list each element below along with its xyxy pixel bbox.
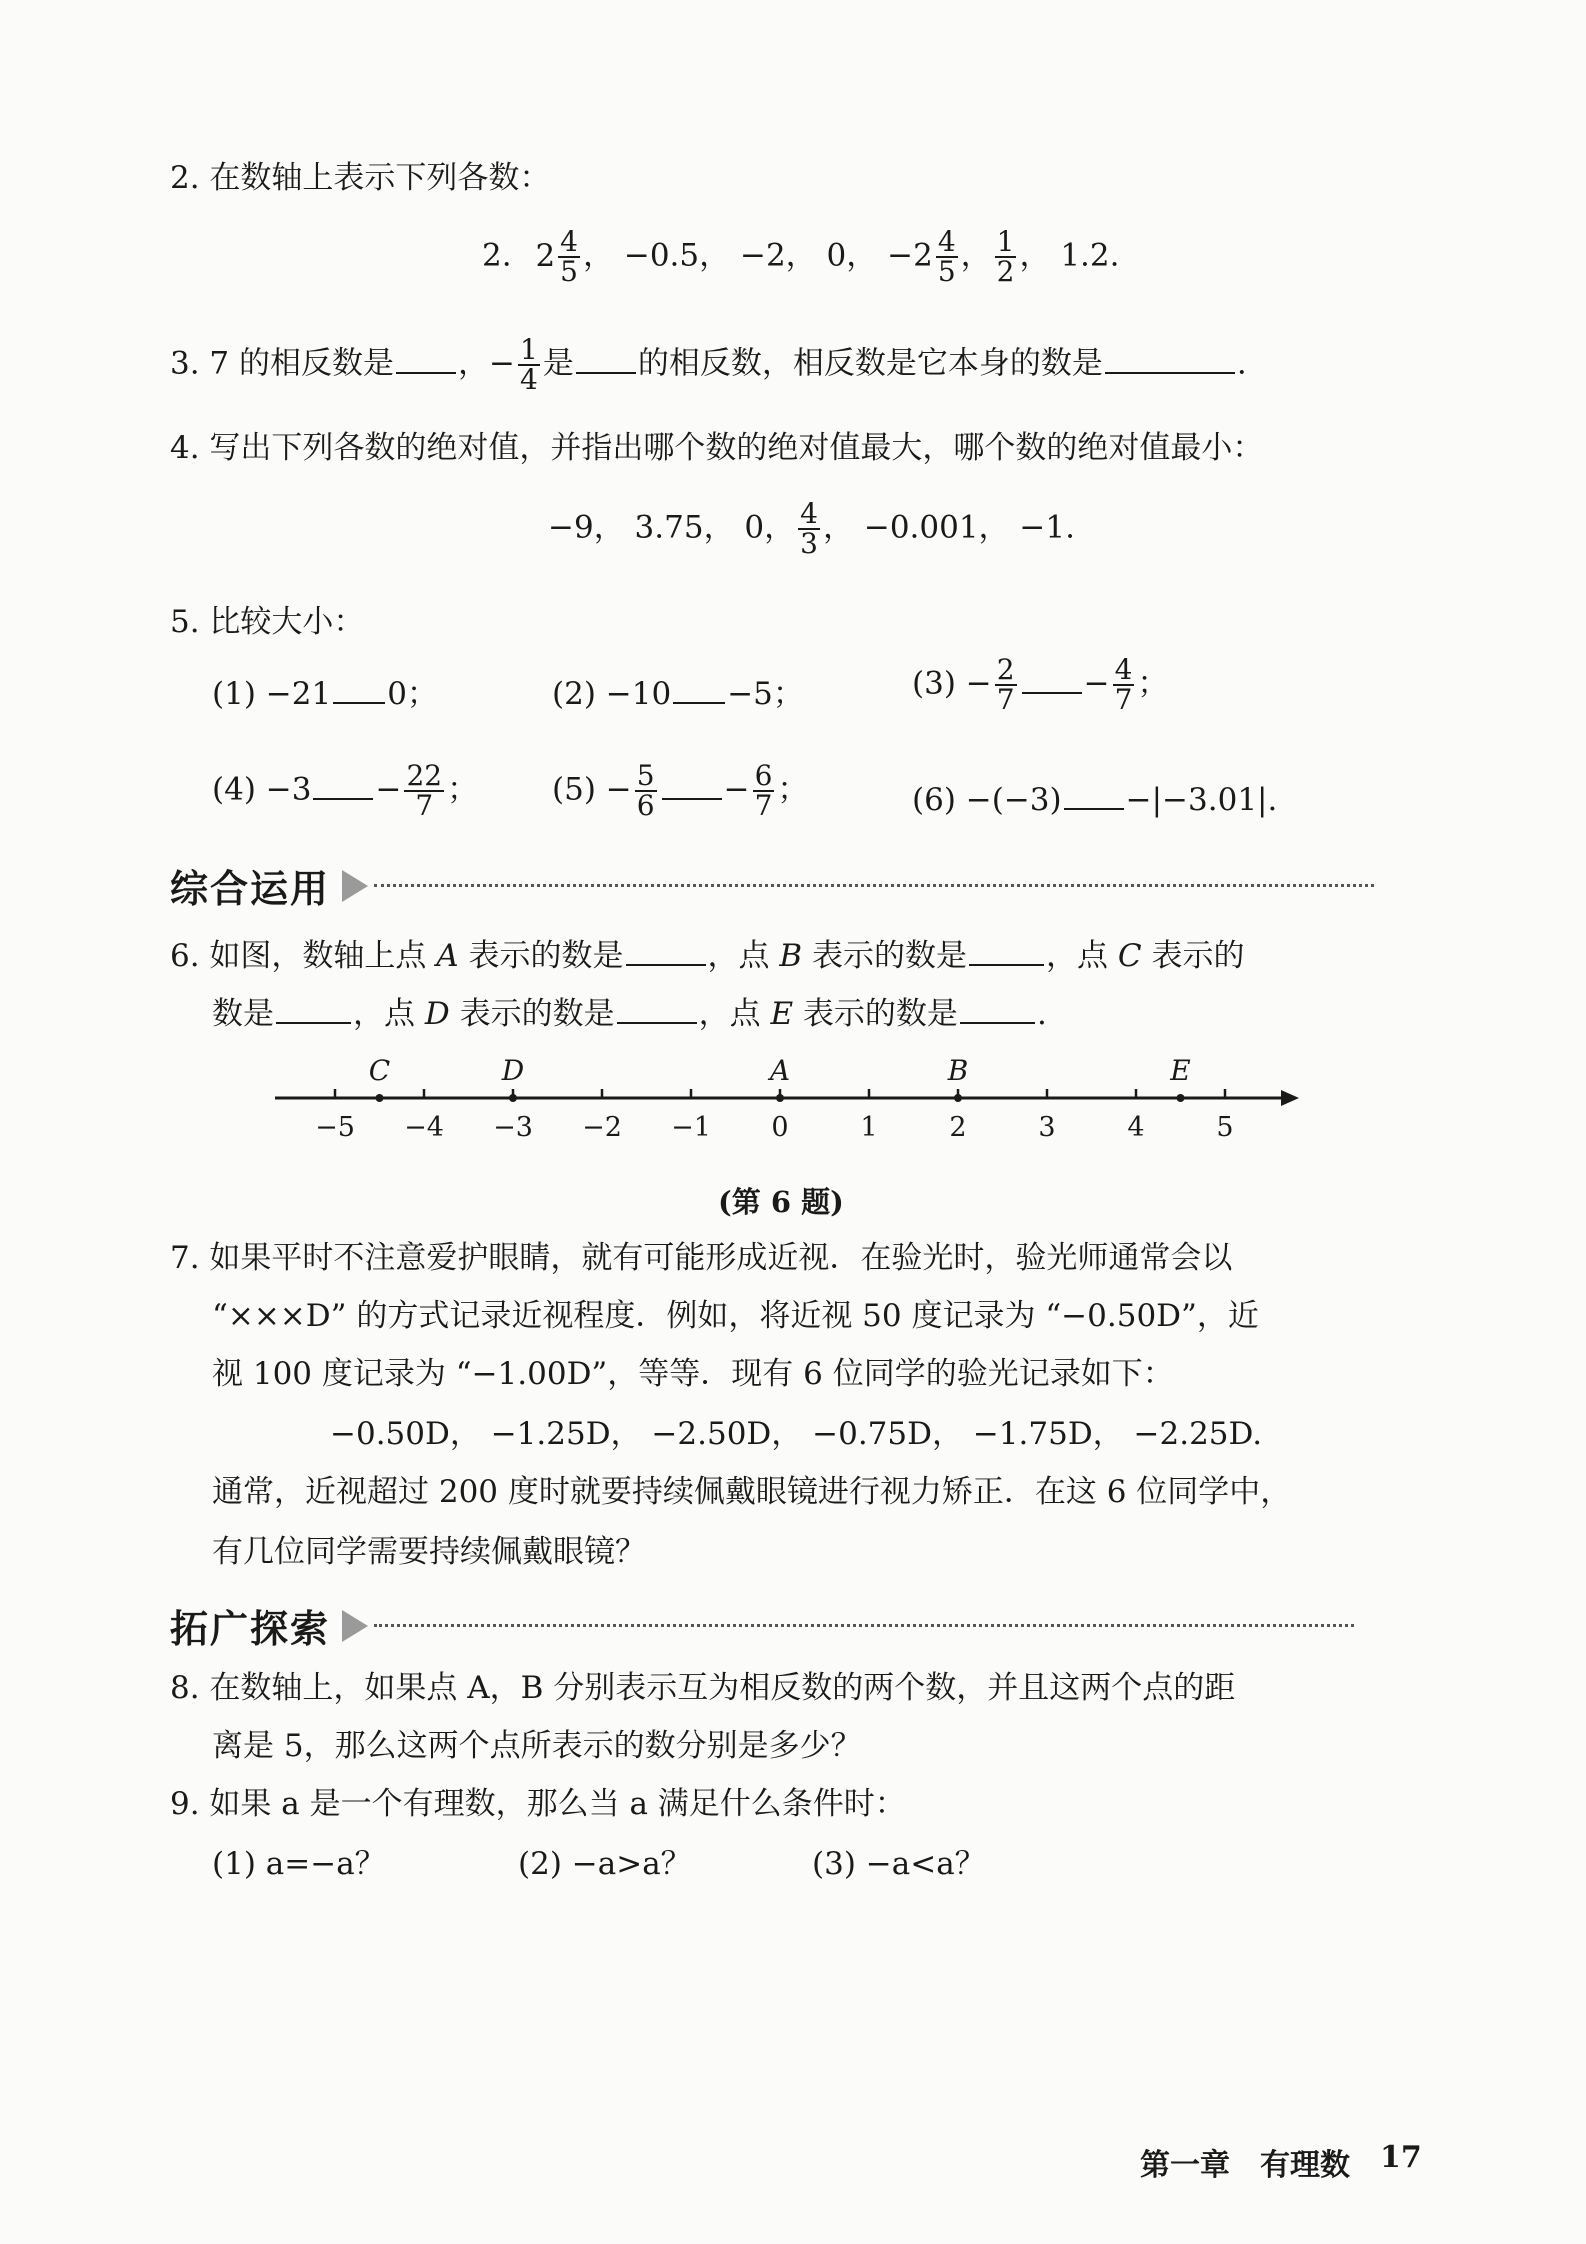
number-line-point-label: A — [769, 1054, 791, 1087]
number-line-arrow-icon — [1281, 1090, 1299, 1106]
q5-blank-3[interactable] — [1022, 691, 1082, 694]
q5-blank-2[interactable] — [673, 701, 725, 704]
q2-frac-1: $\frac{4}{5}$ — [560, 225, 578, 288]
q5-blank-6[interactable] — [1064, 807, 1124, 810]
q6-t4: 表示的数是 — [802, 938, 968, 974]
q6-point-B: B — [779, 938, 803, 974]
q5-p5-mid: − — [723, 771, 750, 808]
q3-blank-1[interactable] — [396, 371, 456, 374]
section-dotted-rule — [374, 884, 1374, 887]
q6-point-A: A — [436, 938, 459, 974]
q6-t11: 表示的数是 — [793, 996, 958, 1032]
section-arrow-icon-2 — [342, 1610, 368, 1642]
q5-p1-right: 0； — [387, 676, 438, 712]
number-line-point-label: B — [947, 1054, 969, 1087]
q6-point-E: E — [770, 996, 794, 1032]
q7-records: −0.50D， −1.25D， −2.50D， −0.75D， −1.75D， −2.25D. — [330, 1416, 1263, 1452]
q9-part-3: (3) −a<a？ — [812, 1846, 986, 1882]
q5-p3-left: (3) − — [912, 665, 992, 702]
q5-stem: 5. 比较大小： — [170, 604, 365, 640]
q2-rest: ， −0.5， −2， 0， −2 — [583, 237, 933, 274]
q7-line-6: 有几位同学需要持续佩戴眼镜？ — [212, 1534, 646, 1570]
q5-p2-left: (2) −10 — [552, 676, 672, 712]
q5-p5-frac-2: $\frac{6}{7}$ — [754, 759, 773, 822]
section-title: 综合运用 — [170, 867, 331, 911]
q6-t6: 表示的 — [1141, 938, 1245, 974]
q5-p3-frac-2: $\frac{4}{7}$ — [1114, 653, 1133, 716]
q5-p6-right: −|−3.01|. — [1125, 782, 1278, 818]
q3-text-e: . — [1236, 345, 1247, 382]
q4-text-b: ， −0.001， −1. — [822, 509, 1075, 546]
q4-numbers — [548, 497, 1075, 560]
q6-t5: ，点 — [1046, 938, 1118, 974]
number-line-tick-label: 5 — [1216, 1112, 1234, 1143]
number-line-tick-label: −2 — [582, 1112, 622, 1143]
q2-sep: ， — [960, 237, 992, 274]
q6-line-2 — [212, 996, 1047, 1033]
q5-p4-mid: − — [375, 771, 402, 808]
number-line-tick-label: −1 — [671, 1112, 711, 1143]
number-line-tick-label: −4 — [404, 1112, 444, 1143]
q2-end: ， 1.2. — [1019, 237, 1120, 274]
q6-t1: 6. 如图，数轴上点 — [170, 938, 437, 974]
q6-blank-E[interactable] — [960, 1021, 1035, 1024]
section-header-extension — [170, 1598, 1354, 1653]
q5-blank-1[interactable] — [333, 701, 385, 704]
q6-blank-B[interactable] — [969, 963, 1044, 966]
number-line-point-E — [1177, 1094, 1185, 1102]
q5-p3-mid: − — [1083, 665, 1110, 702]
number-line-point-label: D — [501, 1054, 525, 1087]
q5-part-2 — [552, 676, 804, 713]
q6-t10: ，点 — [698, 996, 771, 1032]
q6-point-C: C — [1117, 938, 1142, 974]
q2-frac-3: $\frac{1}{2}$ — [996, 225, 1015, 288]
q6-blank-C[interactable] — [276, 1021, 351, 1024]
q5-part-4 — [212, 759, 479, 822]
q6-t9: 表示的数是 — [449, 996, 615, 1032]
q6-point-D: D — [424, 996, 450, 1032]
number-line-point-B — [954, 1094, 962, 1102]
q4-text-a: −9， 3.75， 0， — [548, 509, 796, 546]
q6-blank-A[interactable] — [626, 963, 706, 966]
q7-line-1: 7. 如果平时不注意爱护眼睛，就有可能形成近视．在验光时，验光师通常会以 — [170, 1240, 1233, 1276]
q8-line-1: 8. 在数轴上，如果点 A，B 分别表示互为相反数的两个数，并且这两个点的距 — [170, 1670, 1236, 1706]
q2-numbers — [482, 225, 1120, 288]
number-line-tick-label: 4 — [1127, 1112, 1145, 1143]
footer-page-number: 17 — [1380, 2140, 1422, 2175]
q3-text-d: 的相反数，相反数是它本身的数是 — [637, 345, 1103, 382]
number-line-tick-label: 2 — [949, 1112, 967, 1143]
number-line-point-C — [376, 1094, 384, 1102]
q4-frac: $\frac{4}{3}$ — [800, 497, 818, 560]
number-line-tick-label: −3 — [493, 1112, 533, 1143]
q9-part-2: (2) −a>a？ — [518, 1846, 692, 1882]
q5-p3-frac-1: $\frac{2}{7}$ — [996, 653, 1015, 716]
figure-caption: (第 6 题) — [718, 1185, 844, 1219]
q3-text-a: 3. 7 的相反数是 — [170, 345, 395, 382]
q3-text-b: ，− — [458, 345, 515, 382]
q9-part-1: (1) a=−a？ — [212, 1846, 386, 1882]
q6-t7: 数是 — [212, 996, 274, 1032]
q5-p2-right: −5； — [727, 676, 804, 712]
number-line-point-D — [509, 1094, 517, 1102]
q3-line — [170, 333, 1247, 396]
q7-line-2: “×××D” 的方式记录近视程度．例如，将近视 50 度记录为 “−0.50D”，近 — [212, 1298, 1259, 1334]
section-arrow-icon — [342, 870, 368, 902]
q5-p4-frac: $\frac{22}{7}$ — [406, 759, 443, 822]
number-line-tick-label: 0 — [771, 1112, 789, 1143]
q2-stem: 2. 在数轴上表示下列各数： — [170, 160, 551, 196]
q3-text-c: 是 — [542, 345, 574, 382]
q7-line-3: 视 100 度记录为 “−1.00D”，等等．现有 6 位同学的验光记录如下： — [212, 1356, 1174, 1392]
q6-blank-D[interactable] — [617, 1021, 697, 1024]
section-header-comprehensive — [170, 858, 1374, 913]
number-line-tick-label: −5 — [315, 1112, 355, 1143]
q4-stem: 4. 写出下列各数的绝对值，并指出哪个数的绝对值最大，哪个数的绝对值最小： — [170, 430, 1264, 466]
q8-line-2: 离是 5，那么这两个点所表示的数分别是多少？ — [212, 1728, 862, 1764]
q5-p1-left: (1) −21 — [212, 676, 332, 712]
q2-n1-whole: 2. — [482, 237, 512, 274]
q6-t8: ，点 — [353, 996, 425, 1032]
q5-blank-5[interactable] — [662, 797, 722, 800]
q5-blank-4[interactable] — [313, 797, 373, 800]
q5-part-6 — [912, 782, 1277, 819]
q3-blank-3[interactable] — [1105, 371, 1235, 374]
q5-part-1 — [212, 676, 438, 713]
q5-p4-left: (4) −3 — [212, 771, 312, 808]
q7-line-5: 通常，近视超过 200 度时就要持续佩戴眼镜进行视力矫正．在这 6 位同学中， — [212, 1474, 1292, 1510]
section-title-2: 拓广探索 — [170, 1607, 331, 1651]
q5-p6-left: (6) −(−3) — [912, 782, 1062, 818]
q6-t2: 表示的数是 — [458, 938, 624, 974]
section-dotted-rule-2 — [374, 1624, 1354, 1627]
q3-blank-2[interactable] — [576, 371, 636, 374]
number-line-tick-label: 1 — [860, 1112, 878, 1143]
q6-t12: . — [1036, 996, 1047, 1032]
q5-p5-left: (5) − — [552, 771, 632, 808]
number-line-point-A — [776, 1094, 784, 1102]
q6-t3: ，点 — [707, 938, 780, 974]
q3-frac: $\frac{1}{4}$ — [520, 333, 538, 396]
number-line-point-label: E — [1170, 1054, 1191, 1087]
footer-chapter: 第一章 有理数 — [1140, 2148, 1350, 2183]
q5-p3-end: ； — [1137, 665, 1169, 702]
number-line-point-label: C — [368, 1054, 391, 1087]
q5-p5-end: ； — [777, 771, 809, 808]
q5-part-5 — [552, 759, 809, 822]
q5-p5-frac-1: $\frac{5}{6}$ — [636, 759, 655, 822]
q5-p4-end: ； — [447, 771, 479, 808]
q2-n1b-whole: 2 — [535, 237, 556, 274]
q2-frac-2: $\frac{4}{5}$ — [937, 225, 956, 288]
number-line-tick-label: 3 — [1038, 1112, 1056, 1143]
q9-stem: 9. 如果 a 是一个有理数，那么当 a 满足什么条件时： — [170, 1786, 906, 1822]
q6-line-1 — [170, 938, 1245, 975]
q5-part-3 — [912, 653, 1169, 716]
